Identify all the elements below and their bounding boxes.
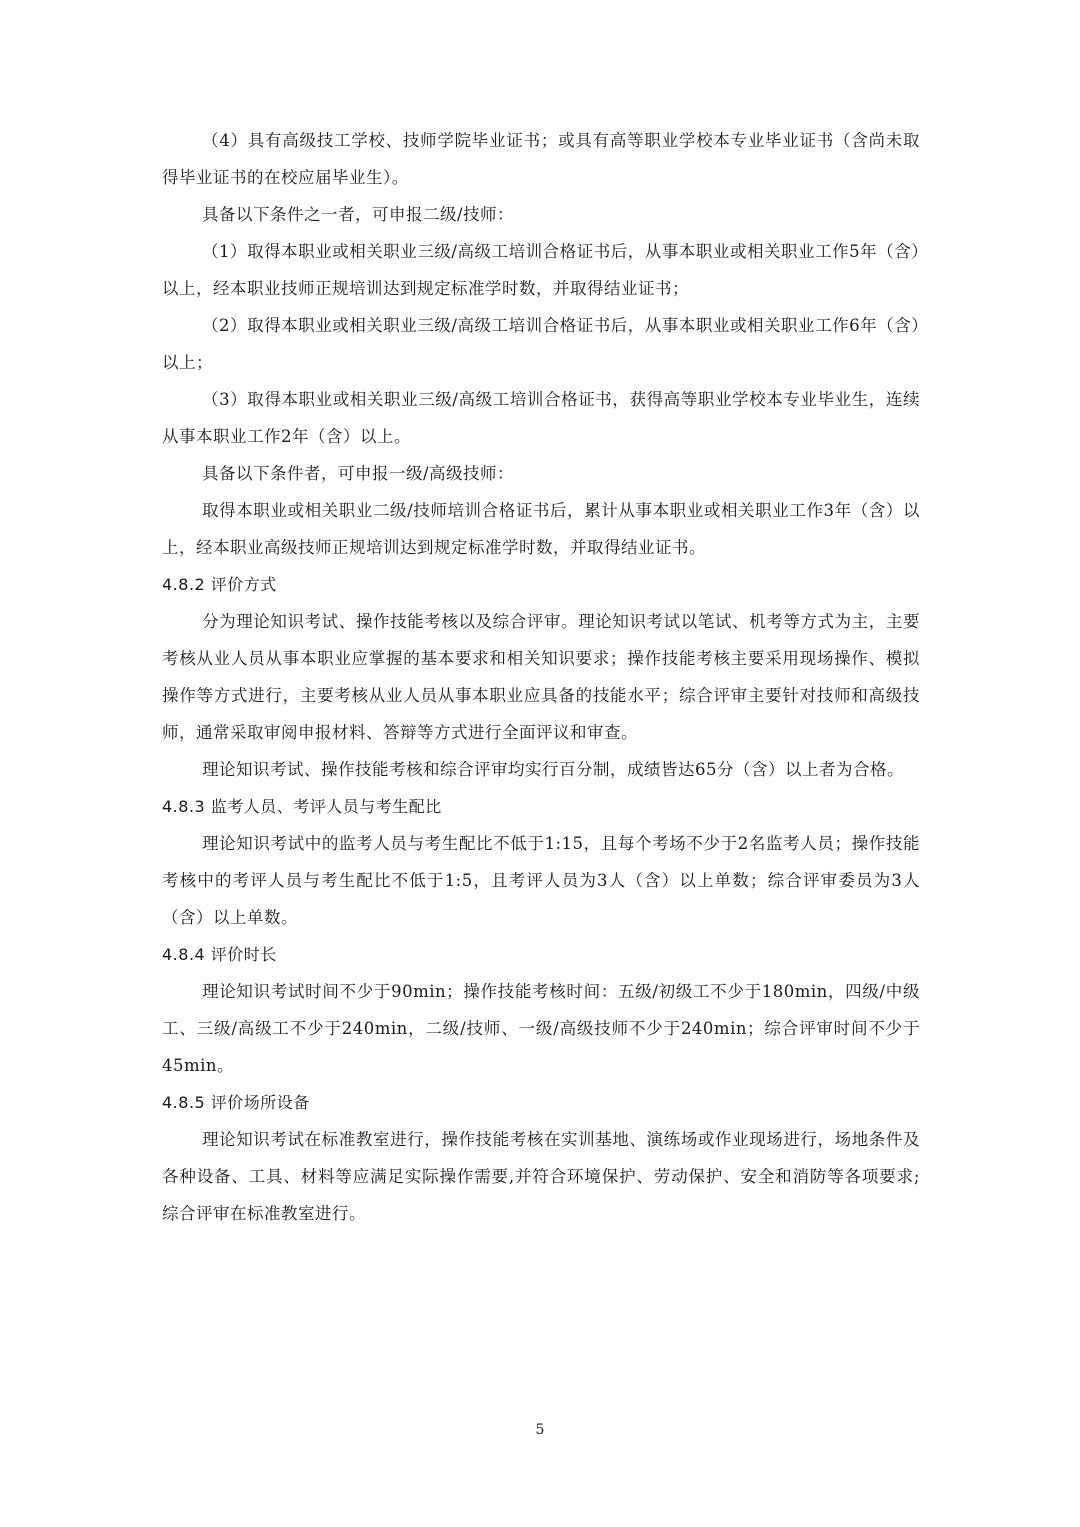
paragraph-technician-3: （3）取得本职业或相关职业三级/高级工培训合格证书，获得高等职业学校本专业毕业生，连续从事本职业工作2年（含）以上。 bbox=[162, 390, 920, 446]
paragraph-technician-intro: 具备以下条件之一者，可申报二级/技师： bbox=[202, 205, 515, 224]
paragraph-evaluation-method: 分为理论知识考试、操作技能考核以及综合评审。理论知识考试以笔试、机考等方式为主，主要考核从业人员从事本职业应掌握的基本要求和相关知识要求；操作技能考核主要采用现场操作、模拟操作等方式进行，主要考核从业人员从事本职业应具备的技能水平；综合评审主要针对技师和高级技师，通常采取审阅申报材料、答辩等方式进行全面评议和审查。 bbox=[162, 612, 920, 742]
paragraph-venue-equipment: 理论知识考试在标准教室进行，操作技能考核在实训基地、演练场或作业现场进行，场地条件及各种设备、工具、材料等应满足实际操作需要,并符合环境保护、劳动保护、安全和消防等各项要求;综合评审在标准教室进行。 bbox=[162, 1130, 920, 1223]
paragraph-staff-ratio: 理论知识考试中的监考人员与考生配比不低于1:15，且每个考场不少于2名监考人员；操作技能考核中的考评人员与考生配比不低于1:5，且考评人员为3人（含）以上单数；综合评审委员为3人（含）以上单数。 bbox=[162, 834, 920, 927]
section-heading-4-8-4: 4.8.4 评价时长 bbox=[162, 945, 277, 964]
paragraph-technician-1: （1）取得本职业或相关职业三级/高级工培训合格证书后，从事本职业或相关职业工作5年（含）以上，经本职业技师正规培训达到规定标准学时数，并取得结业证书； bbox=[162, 242, 920, 298]
section-heading-4-8-5: 4.8.5 评价场所设备 bbox=[162, 1093, 310, 1112]
paragraph-scoring: 理论知识考试、操作技能考核和综合评审均实行百分制，成绩皆达65分（含）以上者为合格。 bbox=[202, 760, 904, 779]
paragraph-senior-technician: 取得本职业或相关职业二级/技师培训合格证书后，累计从事本职业或相关职业工作3年（含）以上，经本职业高级技师正规培训达到规定标准学时数，并取得结业证书。 bbox=[162, 501, 920, 557]
section-heading-4-8-3: 4.8.3 监考人员、考评人员与考生配比 bbox=[162, 797, 442, 816]
paragraph-senior-technician-intro: 具备以下条件者，可申报一级/高级技师： bbox=[202, 464, 515, 483]
page-body bbox=[162, 122, 920, 1232]
paragraph-technician-2: （2）取得本职业或相关职业三级/高级工培训合格证书后，从事本职业或相关职业工作6年（含）以上； bbox=[162, 316, 920, 372]
page-number: 5 bbox=[535, 1422, 545, 1438]
paragraph-duration: 理论知识考试时间不少于90min；操作技能考核时间：五级/初级工不少于180min，四级/中级工、三级/高级工不少于240min，二级/技师、一级/高级技师不少于240min；综合评审时间不少于45min。 bbox=[162, 982, 920, 1075]
section-heading-4-8-2: 4.8.2 评价方式 bbox=[162, 575, 277, 594]
paragraph-item-4: （4）具有高级技工学校、技师学院毕业证书；或具有高等职业学校本专业毕业证书（含尚未取得毕业证书的在校应届毕业生）。 bbox=[162, 131, 920, 187]
